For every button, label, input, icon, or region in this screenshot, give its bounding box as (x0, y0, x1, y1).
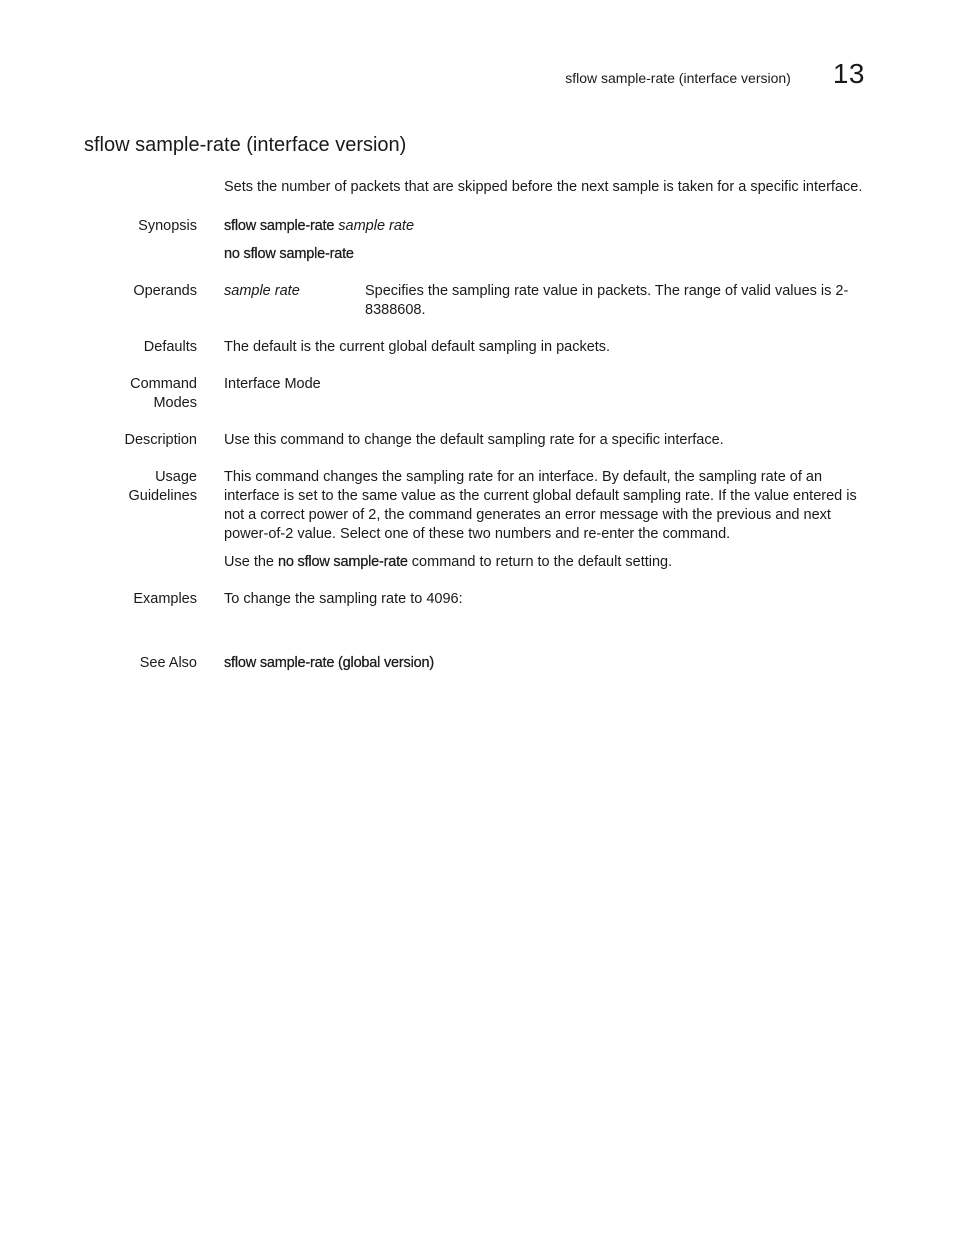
see-also-section (0, 654, 954, 673)
synopsis-argument: sample rate (338, 218, 415, 234)
running-header-title: sflow sample-rate (interface version) (565, 70, 791, 86)
synopsis-command: sflow sample-rate (224, 218, 335, 234)
usage-label-line-2: Guidelines (128, 488, 197, 504)
description-section (0, 431, 954, 450)
running-header (565, 58, 865, 90)
examples-text: To change the sampling rate to 4096: (224, 591, 463, 607)
usage-paragraph-1: This command changes the sampling rate for an interface. By default, the sampling rate of an interface is set to the same value as the current global default sampling rate. If the value entered is not a correct power of 2, the command generates an error message with the previous and next power-of-2 value. Select one of these two numbers and re-enter the command. (224, 469, 857, 542)
description-text: Use this command to change the default sampling rate for a specific interface. (224, 432, 724, 448)
synopsis-line-2 (224, 245, 869, 264)
command-reference-body (0, 178, 954, 691)
examples-section (0, 590, 954, 609)
synopsis-line-1 (224, 217, 869, 236)
see-also-label: See Also (139, 655, 197, 671)
operand-name: sample rate (224, 283, 300, 299)
usage-label-line-1: Usage (155, 469, 197, 485)
command-modes-section (0, 375, 954, 413)
operands-section (0, 282, 954, 320)
page-title: sflow sample-rate (interface version) (84, 134, 407, 156)
description-label: Description (124, 432, 197, 448)
command-modes-label-line-1: Command (130, 376, 197, 392)
defaults-label: Defaults (143, 339, 197, 355)
usage-para2-suffix: command to return to the default setting. (407, 554, 673, 570)
usage-para2-prefix: Use the (224, 554, 278, 570)
usage-guidelines-section (0, 468, 954, 572)
see-also-link[interactable]: sflow sample-rate (global version) (224, 655, 434, 671)
usage-guidelines-label (0, 468, 197, 572)
defaults-section (0, 338, 954, 357)
usage-paragraph-2 (224, 553, 869, 572)
command-modes-text: Interface Mode (224, 376, 321, 392)
operand-description: Specifies the sampling rate value in packets. The range of valid values is 2-8388608. (365, 283, 849, 318)
defaults-text: The default is the current global default sampling in packets. (224, 339, 611, 355)
intro-text: Sets the number of packets that are skipped before the next sample is taken for a specific interface. (224, 179, 863, 195)
synopsis-no-command: no sflow sample-rate (224, 246, 354, 262)
synopsis-label: Synopsis (138, 218, 197, 234)
synopsis-section (0, 217, 954, 264)
chapter-number: 13 (832, 58, 865, 89)
examples-label: Examples (133, 591, 197, 607)
operands-label: Operands (133, 283, 197, 299)
command-modes-label (0, 375, 197, 413)
usage-no-command: no sflow sample-rate (278, 554, 408, 570)
command-modes-label-line-2: Modes (153, 395, 197, 411)
